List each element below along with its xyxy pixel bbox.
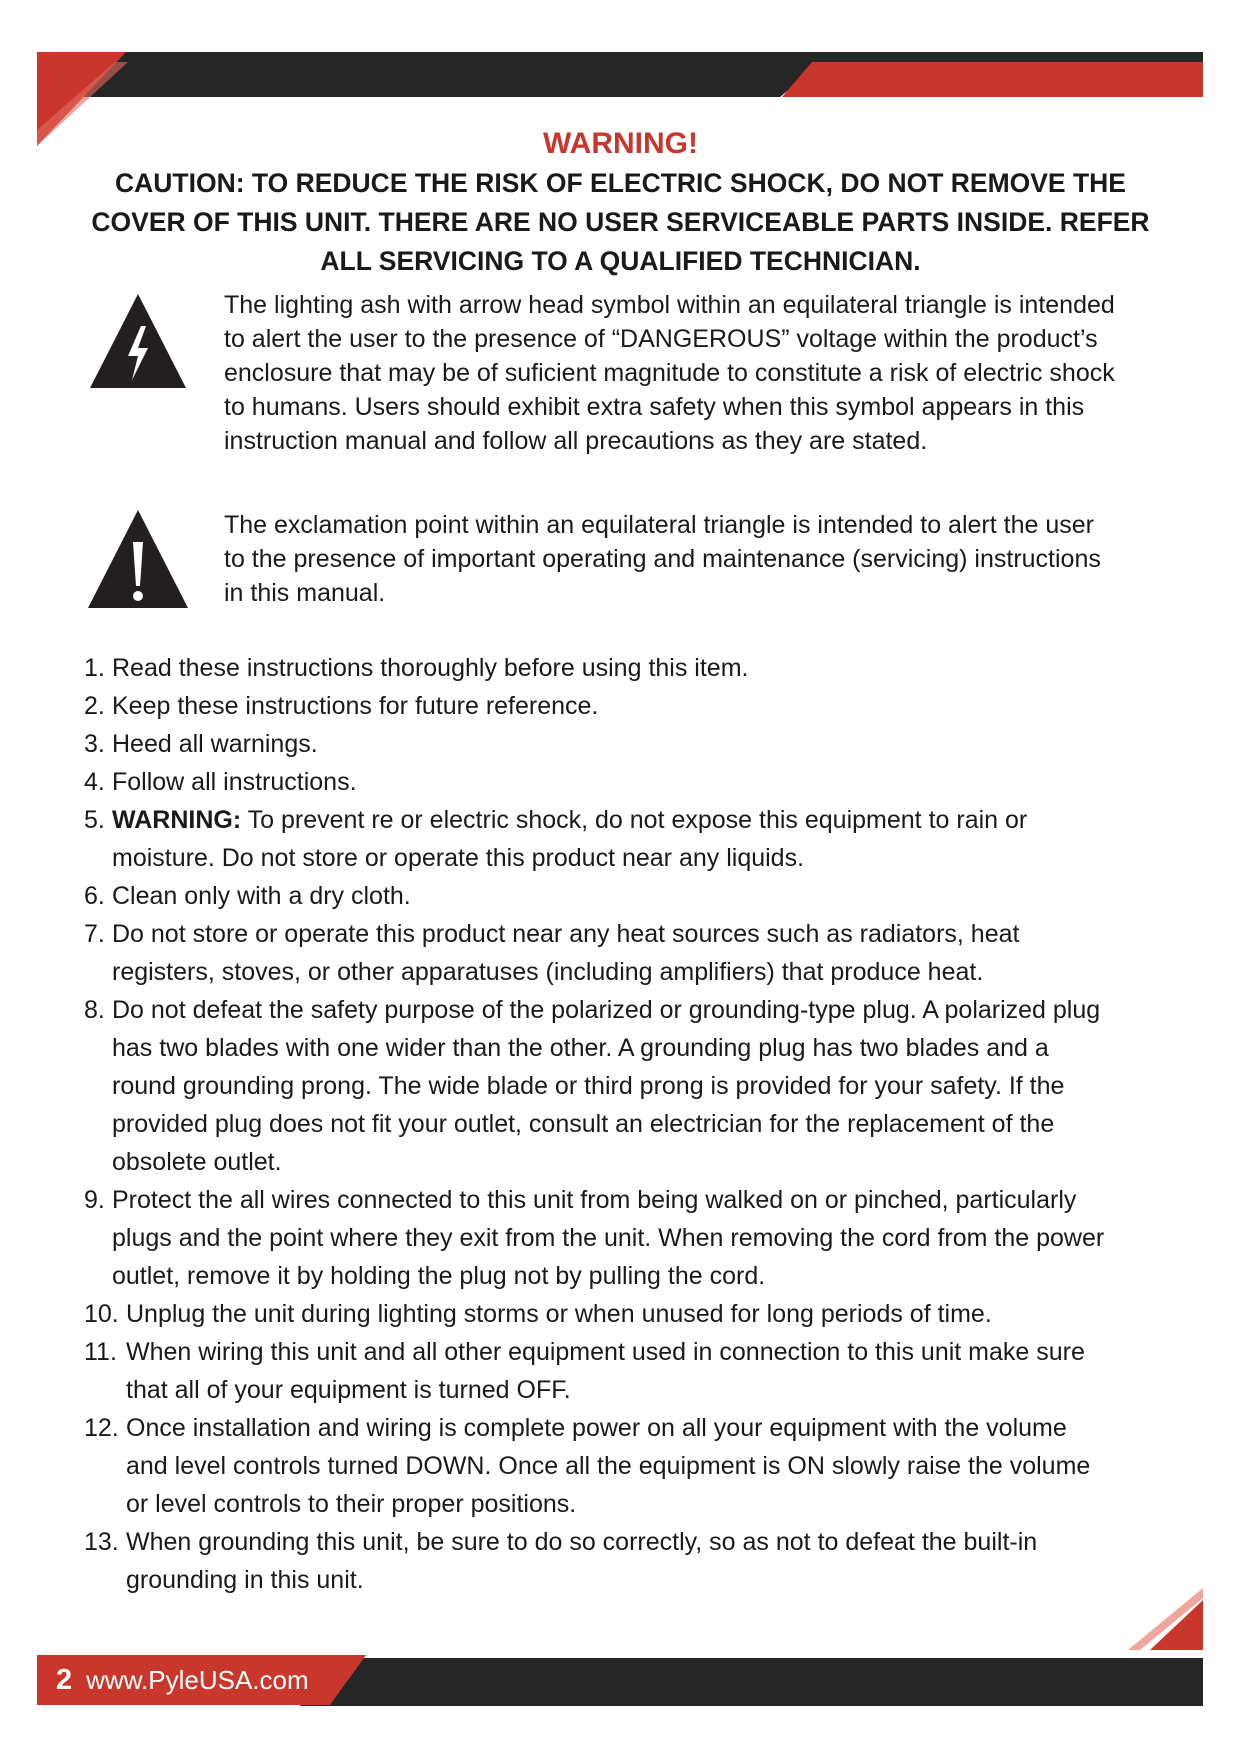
list-item: 1. Read these instructions thoroughly before using this item. xyxy=(84,654,749,682)
list-item: 5. WARNING: To prevent re or electric shock, do not expose this equipment to rain or moisture. Do not store or operate this product near any liquids. xyxy=(84,806,1028,872)
list-item: 9. Protect the all wires connected to this unit from being walked on or pinched, particularly plugs and the point where they exit from the unit. When removing the cord from the power outlet, remove it by holding the plug not by pulling the cord. xyxy=(84,1186,1105,1290)
page-number: 2 xyxy=(56,1664,73,1696)
warning-header xyxy=(70,126,1171,281)
bottom-band-red-right xyxy=(1150,1600,1203,1650)
list-item: 3. Heed all warnings. xyxy=(84,730,318,758)
list-item: 8. Do not defeat the safety purpose of the polarized or grounding-type plug. A polarized plug has two blades with one wider than the other. A grounding plug has two blades and a round grounding prong. The wide blade or third prong is provided for your safety. If the provided plug does not fit your outlet, consult an electrician for the replacement of the obsolete outlet. xyxy=(84,996,1101,1176)
list-item: 11. When wiring this unit and all other equipment used in connection to this unit make sure that all of your equipment is turned OFF. xyxy=(84,1338,1085,1404)
lightning-symbol-text: The lighting ash with arrow head symbol within an equilateral triangle is intended to alert the user to the presence of “DANGEROUS” voltage within the product’s enclosure that may be of suficient magnitude to constitute a risk of electric shock to humans. Users should exhibit extra safety when this symbol appears in this instruction manual and follow all precautions as they are stated. xyxy=(224,291,1115,455)
list-item: 10. Unplug the unit during lighting storms or when unused for long periods of time. xyxy=(84,1300,992,1328)
list-item: 12. Once installation and wiring is complete power on all your equipment with the volume and level controls turned DOWN. Once all the equipment is ON slowly raise the volume or level controls to their proper positions. xyxy=(84,1414,1091,1518)
list-item: 13. When grounding this unit, be sure to do so correctly, so as not to defeat the built-in grounding in this unit. xyxy=(84,1528,1038,1594)
safety-instructions-list xyxy=(84,649,1114,1599)
list-item: 2. Keep these instructions for future reference. xyxy=(84,692,599,720)
list-item: 4. Follow all instructions. xyxy=(84,768,357,796)
bottom-band-dark xyxy=(300,1658,1203,1706)
exclamation-warning-triangle-icon xyxy=(86,508,190,612)
warning-title: WARNING! xyxy=(543,127,698,160)
caution-statement: CAUTION: TO REDUCE THE RISK OF ELECTRIC SHOCK, DO NOT REMOVE THE COVER OF THIS UNIT. THERE ARE NO USER SERVICEABLE PARTS INSIDE. REFER ALL SERVICING TO A QUALIFIED TECHNICIAN. xyxy=(91,168,1150,276)
list-item: 6. Clean only with a dry cloth. xyxy=(84,882,411,910)
website-link[interactable]: www.PyleUSA.com xyxy=(86,1665,309,1695)
lightning-warning-triangle-icon xyxy=(86,288,190,392)
page-footer xyxy=(56,1660,309,1700)
top-band-red-right xyxy=(782,62,1203,97)
list-item: 7. Do not store or operate this product near any heat sources such as radiators, heat registers, stoves, or other apparatuses (including amplifiers) that produce heat. xyxy=(84,920,1020,986)
warning-label: WARNING: xyxy=(112,806,242,834)
exclamation-symbol-text: The exclamation point within an equilateral triangle is intended to alert the user to the presence of important operating and maintenance (servicing) instructions in this manual. xyxy=(224,511,1101,607)
